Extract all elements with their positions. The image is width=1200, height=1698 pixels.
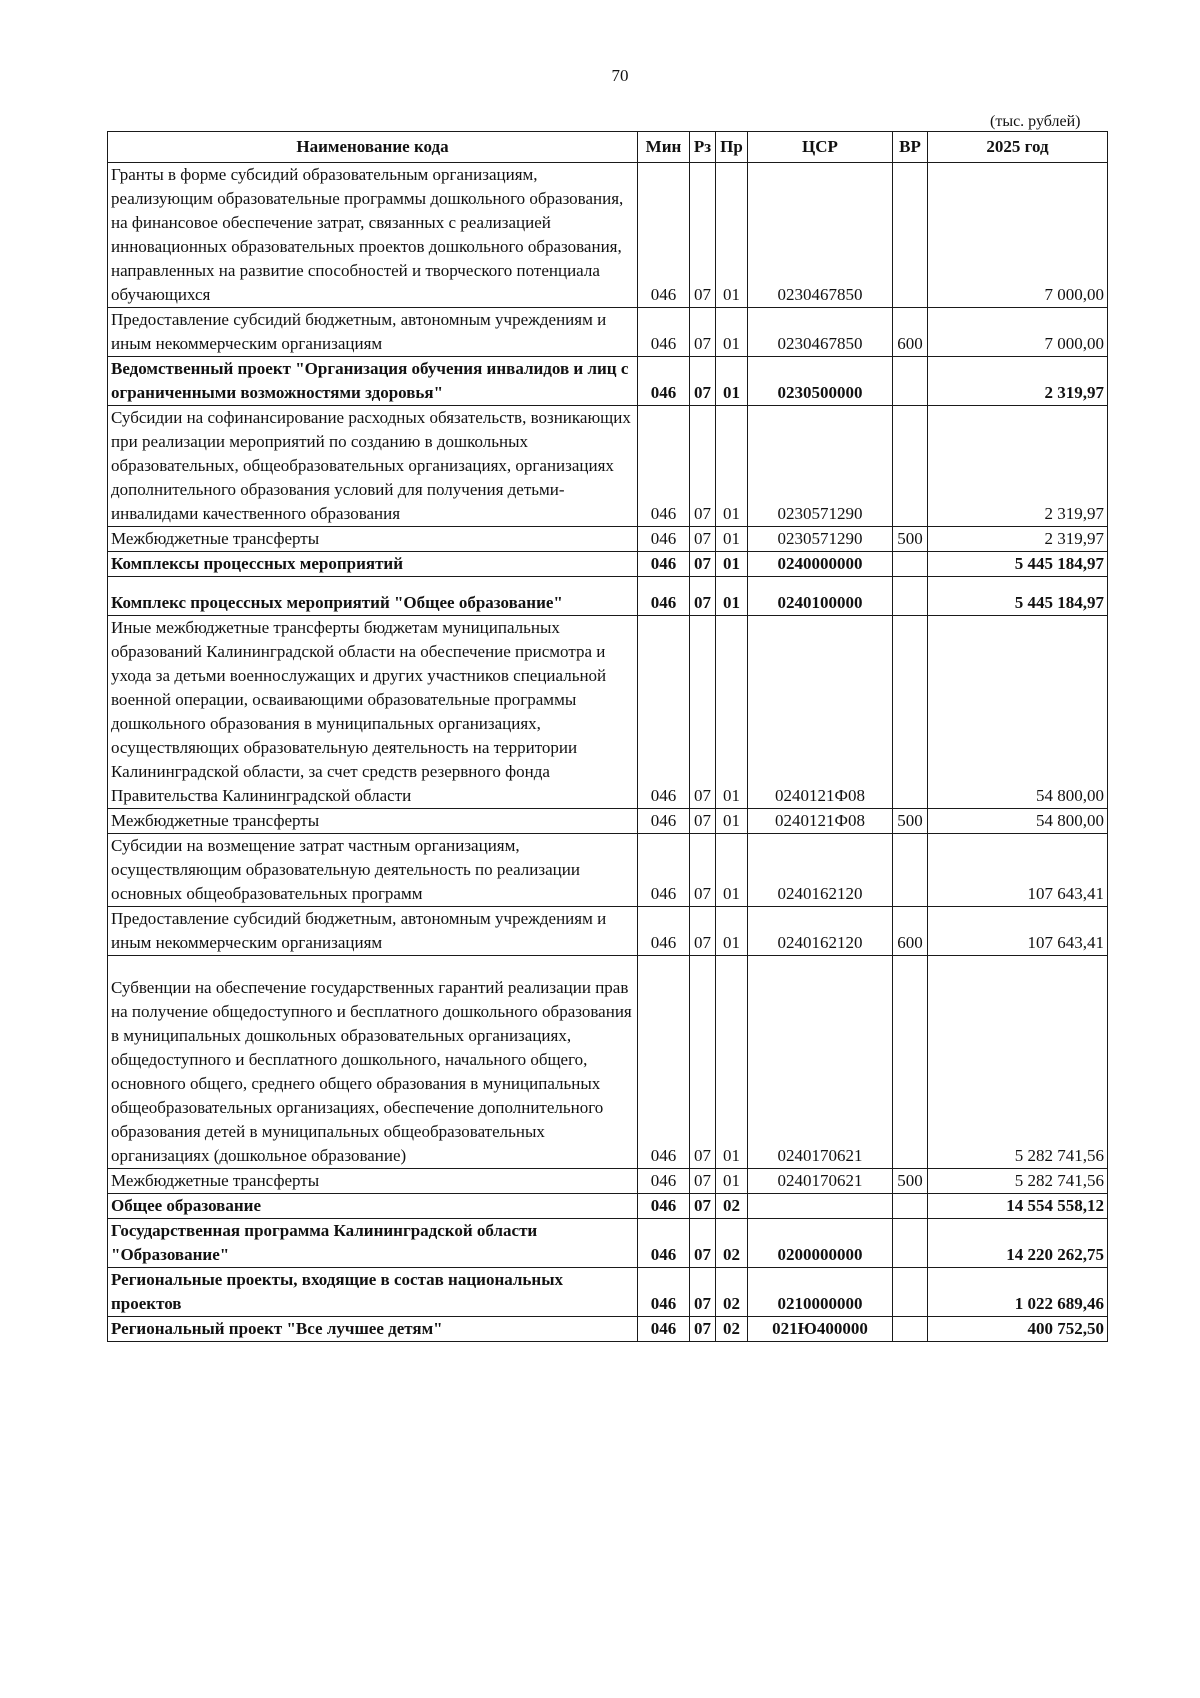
row-csr: 0210000000 xyxy=(748,1268,893,1317)
row-name: Региональные проекты, входящие в состав национальных проектов xyxy=(108,1268,638,1317)
row-vr xyxy=(893,1194,928,1219)
row-pr: 02 xyxy=(716,1219,748,1268)
row-min: 046 xyxy=(638,1268,690,1317)
row-csr: 0200000000 xyxy=(748,1219,893,1268)
row-amount: 54 800,00 xyxy=(928,809,1108,834)
table-row xyxy=(108,406,1108,527)
row-name: Иные межбюджетные трансферты бюджетам муниципальных образований Калининградской области на обеспечение присмотра и ухода за детьми военнослужащих и других участников специальной военной операции, осваивающими образовательные программы дошкольного образования в муниципальных организациях, осуществляющих образовательную деятельность на территории Калининградской области, за счет средств резервного фонда Правительства Калининградской области xyxy=(108,616,638,809)
row-rz: 07 xyxy=(690,1194,716,1219)
row-min: 046 xyxy=(638,552,690,577)
row-vr: 500 xyxy=(893,1169,928,1194)
row-pr: 02 xyxy=(716,1317,748,1342)
page-number: 70 xyxy=(611,66,629,85)
row-amount: 2 319,97 xyxy=(928,357,1108,406)
row-csr: 0240162120 xyxy=(748,907,893,956)
row-name: Комплекс процессных мероприятий "Общее образование" xyxy=(108,577,638,616)
row-name: Ведомственный проект "Организация обучения инвалидов и лиц с ограниченными возможностями здоровья" xyxy=(108,357,638,406)
budget-table xyxy=(107,131,1108,1342)
header-min: Мин xyxy=(638,132,690,163)
row-vr xyxy=(893,1317,928,1342)
row-rz: 07 xyxy=(690,527,716,552)
table-row xyxy=(108,1169,1108,1194)
row-csr: 0240100000 xyxy=(748,577,893,616)
row-name: Субсидии на софинансирование расходных обязательств, возникающих при реализации мероприятий по созданию в дошкольных образовательных, общеобразовательных организациях, организациях дополнительного образования условий для получения детьми-инвалидами качественного образования xyxy=(108,406,638,527)
row-name: Межбюджетные трансферты xyxy=(108,527,638,552)
row-pr: 01 xyxy=(716,834,748,907)
table-row xyxy=(108,357,1108,406)
row-vr xyxy=(893,956,928,1169)
row-vr: 600 xyxy=(893,308,928,357)
row-rz: 07 xyxy=(690,577,716,616)
row-pr: 01 xyxy=(716,577,748,616)
row-rz: 07 xyxy=(690,616,716,809)
row-rz: 07 xyxy=(690,907,716,956)
row-vr xyxy=(893,834,928,907)
row-pr: 01 xyxy=(716,907,748,956)
row-rz: 07 xyxy=(690,956,716,1169)
row-rz: 07 xyxy=(690,552,716,577)
row-csr: 0240162120 xyxy=(748,834,893,907)
row-csr: 0240170621 xyxy=(748,1169,893,1194)
row-csr: 0240170621 xyxy=(748,956,893,1169)
row-csr xyxy=(748,1194,893,1219)
row-csr: 0230571290 xyxy=(748,527,893,552)
row-name: Гранты в форме субсидий образовательным организациям, реализующим образовательные программы дошкольного образования, на финансовое обеспечение затрат, связанных с реализацией инновационных образовательных проектов дошкольного образования, направленных на развитие способностей и творческого потенциала обучающихся xyxy=(108,163,638,308)
row-rz: 07 xyxy=(690,1317,716,1342)
row-amount: 2 319,97 xyxy=(928,527,1108,552)
table-header-row xyxy=(108,132,1108,163)
header-vr: ВР xyxy=(893,132,928,163)
row-pr: 02 xyxy=(716,1268,748,1317)
row-min: 046 xyxy=(638,527,690,552)
row-vr: 600 xyxy=(893,907,928,956)
row-min: 046 xyxy=(638,577,690,616)
row-vr: 500 xyxy=(893,809,928,834)
row-amount: 7 000,00 xyxy=(928,308,1108,357)
row-min: 046 xyxy=(638,1194,690,1219)
row-csr: 0230500000 xyxy=(748,357,893,406)
row-name: Региональный проект "Все лучшее детям" xyxy=(108,1317,638,1342)
row-amount: 14 220 262,75 xyxy=(928,1219,1108,1268)
row-pr: 01 xyxy=(716,552,748,577)
row-amount: 14 554 558,12 xyxy=(928,1194,1108,1219)
row-min: 046 xyxy=(638,956,690,1169)
units-label: (тыс. рублей) xyxy=(990,113,1081,130)
row-amount: 5 445 184,97 xyxy=(928,577,1108,616)
row-csr: 0230467850 xyxy=(748,163,893,308)
row-csr: 0240000000 xyxy=(748,552,893,577)
header-pr: Пр xyxy=(716,132,748,163)
row-vr xyxy=(893,1268,928,1317)
row-vr xyxy=(893,406,928,527)
table-row xyxy=(108,527,1108,552)
row-csr: 021Ю400000 xyxy=(748,1317,893,1342)
row-pr: 01 xyxy=(716,163,748,308)
row-amount: 107 643,41 xyxy=(928,907,1108,956)
table-row xyxy=(108,552,1108,577)
table-row xyxy=(108,616,1108,809)
table-row xyxy=(108,1194,1108,1219)
row-name: Предоставление субсидий бюджетным, автономным учреждениям и иным некоммерческим организациям xyxy=(108,308,638,357)
row-vr xyxy=(893,357,928,406)
row-csr: 0230571290 xyxy=(748,406,893,527)
row-pr: 02 xyxy=(716,1194,748,1219)
row-min: 046 xyxy=(638,1169,690,1194)
table-row xyxy=(108,577,1108,616)
row-pr: 01 xyxy=(716,357,748,406)
row-csr: 0240121Ф08 xyxy=(748,809,893,834)
row-pr: 01 xyxy=(716,1169,748,1194)
row-rz: 07 xyxy=(690,163,716,308)
row-csr: 0240121Ф08 xyxy=(748,616,893,809)
row-amount: 54 800,00 xyxy=(928,616,1108,809)
row-vr xyxy=(893,163,928,308)
row-min: 046 xyxy=(638,616,690,809)
table-row xyxy=(108,1219,1108,1268)
row-pr: 01 xyxy=(716,809,748,834)
row-pr: 01 xyxy=(716,956,748,1169)
table-row xyxy=(108,834,1108,907)
row-name: Межбюджетные трансферты xyxy=(108,809,638,834)
row-amount: 400 752,50 xyxy=(928,1317,1108,1342)
row-amount: 1 022 689,46 xyxy=(928,1268,1108,1317)
row-vr xyxy=(893,616,928,809)
header-csr: ЦСР xyxy=(748,132,893,163)
row-name: Общее образование xyxy=(108,1194,638,1219)
table-row xyxy=(108,907,1108,956)
row-vr xyxy=(893,552,928,577)
row-min: 046 xyxy=(638,1317,690,1342)
row-rz: 07 xyxy=(690,1169,716,1194)
row-min: 046 xyxy=(638,1219,690,1268)
row-amount: 2 319,97 xyxy=(928,406,1108,527)
table-row xyxy=(108,809,1108,834)
row-amount: 5 445 184,97 xyxy=(928,552,1108,577)
row-name: Комплексы процессных мероприятий xyxy=(108,552,638,577)
row-amount: 5 282 741,56 xyxy=(928,1169,1108,1194)
row-pr: 01 xyxy=(716,406,748,527)
row-name: Субвенции на обеспечение государственных гарантий реализации прав на получение общедоступного и бесплатного дошкольного образования в муниципальных дошкольных образовательных организациях, общедоступного и бесплатного дошкольного, начального общего, основного общего, среднего общего образования в муниципальных общеобразовательных организациях, обеспечение дополнительного образования детей в муниципальных общеобразовательных организациях (дошкольное образование) xyxy=(108,956,638,1169)
row-min: 046 xyxy=(638,834,690,907)
row-min: 046 xyxy=(638,163,690,308)
row-min: 046 xyxy=(638,907,690,956)
row-name: Субсидии на возмещение затрат частным организациям, осуществляющим образовательную деятельность по реализации основных общеобразовательных программ xyxy=(108,834,638,907)
row-rz: 07 xyxy=(690,1219,716,1268)
table-row xyxy=(108,1268,1108,1317)
row-rz: 07 xyxy=(690,834,716,907)
row-vr xyxy=(893,1219,928,1268)
row-min: 046 xyxy=(638,406,690,527)
row-min: 046 xyxy=(638,308,690,357)
table-row xyxy=(108,163,1108,308)
table-row xyxy=(108,308,1108,357)
header-rz: Рз xyxy=(690,132,716,163)
row-amount: 5 282 741,56 xyxy=(928,956,1108,1169)
header-amount: 2025 год xyxy=(928,132,1108,163)
row-amount: 7 000,00 xyxy=(928,163,1108,308)
row-name: Государственная программа Калининградской области "Образование" xyxy=(108,1219,638,1268)
table-row xyxy=(108,1317,1108,1342)
row-amount: 107 643,41 xyxy=(928,834,1108,907)
row-min: 046 xyxy=(638,357,690,406)
row-csr: 0230467850 xyxy=(748,308,893,357)
row-pr: 01 xyxy=(716,616,748,809)
row-rz: 07 xyxy=(690,357,716,406)
header-name: Наименование кода xyxy=(108,132,638,163)
row-vr xyxy=(893,577,928,616)
row-name: Межбюджетные трансферты xyxy=(108,1169,638,1194)
row-pr: 01 xyxy=(716,308,748,357)
table-row xyxy=(108,956,1108,1169)
row-vr: 500 xyxy=(893,527,928,552)
row-pr: 01 xyxy=(716,527,748,552)
row-rz: 07 xyxy=(690,308,716,357)
row-rz: 07 xyxy=(690,1268,716,1317)
row-rz: 07 xyxy=(690,809,716,834)
row-min: 046 xyxy=(638,809,690,834)
row-rz: 07 xyxy=(690,406,716,527)
row-name: Предоставление субсидий бюджетным, автономным учреждениям и иным некоммерческим организациям xyxy=(108,907,638,956)
